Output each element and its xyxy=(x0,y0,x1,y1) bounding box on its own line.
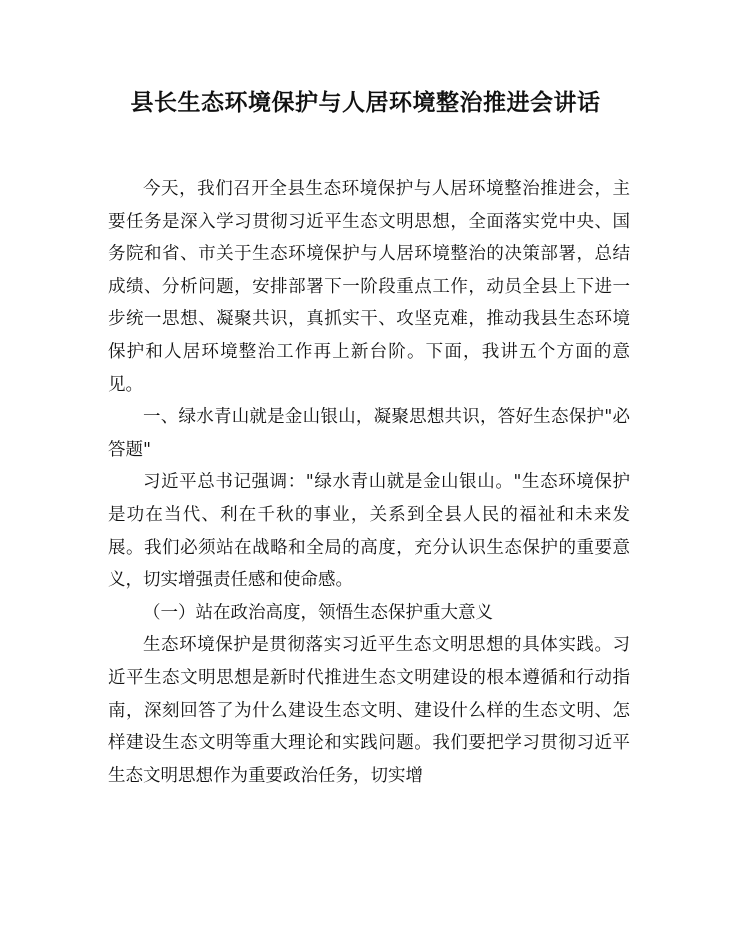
section-heading-1: 一、绿水青山就是金山银山，凝聚思想共识，答好生态保护"必答题" xyxy=(108,407,630,460)
paragraph-significance: 生态环境保护是贯彻落实习近平生态文明思想的具体实践。习近平生态文明思想是新时代推进生态文明建设的根本遵循和行动指南，深刻回答了为什么建设生态文明、建设什么样的生态文明、怎样建设生态文明等重大理论和实践问题。我们要把学习贯彻习近平生态文明思想作为重要政治任务，切实增 xyxy=(108,635,630,786)
paragraph-quote: 习近平总书记强调："绿水青山就是金山银山。"生态环境保护是功在当代、利在千秋的事业，关系到全县人民的福祉和未来发展。我们必须站在战略和全局的高度，充分认识生态保护的重要意义，切实增强责任感和使命感。 xyxy=(108,472,630,591)
subsection-heading-1: （一）站在政治高度，领悟生态保护重大意义 xyxy=(143,602,493,623)
paragraph-opening: 今天，我们召开全县生态环境保护与人居环境整治推进会，主要任务是深入学习贯彻习近平生态文明思想，全面落实党中央、国务院和省、市关于生态环境保护与人居环境整治的决策部署，总结成绩、分析问题，安排部署下一阶段重点工作，动员全县上下进一步统一思想、凝聚共识，真抓实干、攻坚克难，推动我县生态环境保护和人居环境整治工作再上新台阶。下面，我讲五个方面的意见。 xyxy=(108,179,630,395)
document-body xyxy=(108,173,630,792)
document-title: 县长生态环境保护与人居环境整治推进会讲话 xyxy=(130,90,601,116)
